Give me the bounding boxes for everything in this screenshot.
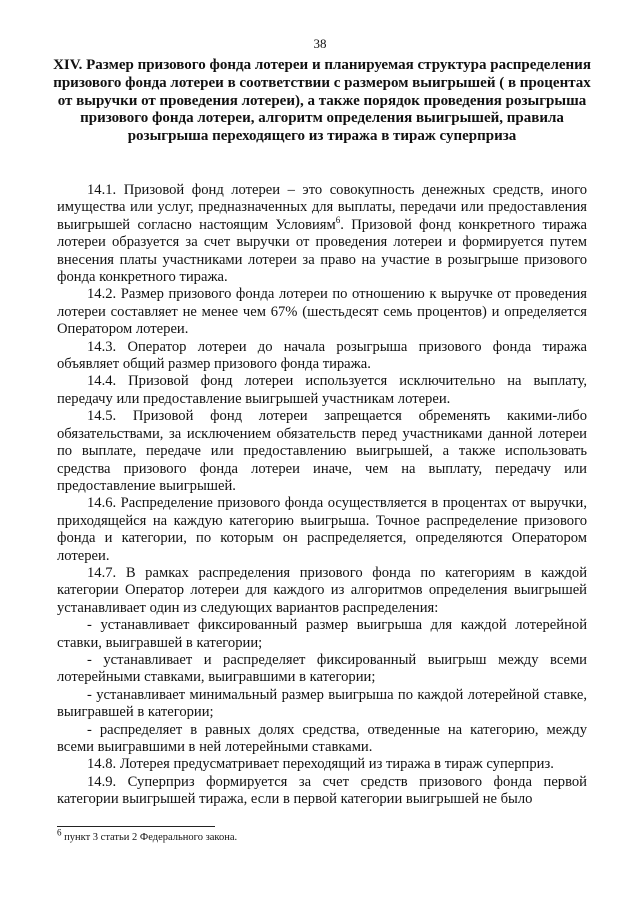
body-text	[57, 182, 587, 809]
section-heading: XIV. Размер призового фонда лотереи и планируемая структура распределения призового фонда лотереи в соответствии с размером выигрышей ( в процентах от выручки от проведения лотереи), а также порядок проведения розыгрыша призового фонда лотереи, алгоритм определения выигрышей, правила розыгрыша переходящего из тиража в тираж суперприза	[53, 57, 591, 145]
list-item: - устанавливает минимальный размер выигрыша по каждой лотерейной ставке, выигравшей в категории;	[57, 686, 587, 721]
list-item: - устанавливает и распределяет фиксированный выигрыш между всеми лотерейными ставками, выигравшими в категории;	[57, 651, 587, 686]
paragraph-14-8: 14.8. Лотерея предусматривает переходящий из тиража в тираж суперприз.	[87, 756, 554, 773]
footnote-mark: 6	[57, 827, 62, 838]
footnote-text: пункт 3 статьи 2 Федерального закона.	[61, 832, 238, 843]
paragraph-14-4: 14.4. Призовой фонд лотереи используется исключительно на выплату, передачу или предоставление выигрышей участникам лотереи.	[57, 373, 587, 407]
paragraph-14-7: 14.7. В рамках распределения призового фонда по категориям в каждой категории Оператор лотереи для каждого из алгоритмов определения выигрышей устанавливает один из следующих вариантов распределения:	[57, 564, 587, 616]
paragraph-14-9: 14.9. Суперприз формируется за счет средств призового фонда первой категории выигрышей тиража, если в первой категории выигрышей не было	[57, 773, 587, 808]
paragraph-14-1	[57, 182, 587, 286]
paragraph-14-3: 14.3. Оператор лотереи до начала розыгрыша призового фонда тиража объявляет общий размер призового фонда тиража.	[57, 338, 587, 373]
paragraph-text: 14.1. Призовой фонд лотереи – это совокупность денежных средств, иного имущества или услуг, предназначенных для выплаты, передачи или предоставления выигрышей согласно настоящим Условиям	[57, 182, 587, 233]
footnote	[57, 827, 238, 843]
paragraph-text: . Призовой фонд конкретного тиража лотереи образуется за счет выручки от проведения лотереи и формируется путем внесения платы участниками лотереи за право на участие в розыгрыше призового фонда конкретного тиража.	[57, 216, 587, 286]
list-item: - устанавливает фиксированный размер выигрыша для каждой лотерейной ставки, выигравшей в категории;	[57, 617, 587, 651]
footnote-divider	[57, 826, 215, 827]
footnote-ref[interactable]: 6	[335, 214, 341, 225]
page-number: 38	[313, 36, 327, 51]
list-item: - распределяет в равных долях средства, отведенные на категорию, между всеми выигравшими в ней лотерейными ставками.	[57, 721, 587, 755]
paragraph-14-2: 14.2. Размер призового фонда лотереи по отношению к выручке от проведения лотереи составляет не менее чем 67% (шестьдесят семь процентов) и определяется Оператором лотереи.	[57, 286, 587, 338]
paragraph-14-6: 14.6. Распределение призового фонда осуществляется в процентах от выручки, приходящейся на каждую категорию выигрыша. Точное распределение призового фонда и категории, по которым он распределяется, определяются Оператором лотереи.	[57, 495, 587, 564]
paragraph-14-5: 14.5. Призовой фонд лотереи запрещается обременять какими-либо обязательствами, за исключением обязательств перед участниками данной лотереи по выплате, передаче или предоставлению выигрышей, а также использовать средства призового фонда лотереи иначе, чем на выплату, передачу или предоставление выигрышей.	[57, 408, 587, 494]
